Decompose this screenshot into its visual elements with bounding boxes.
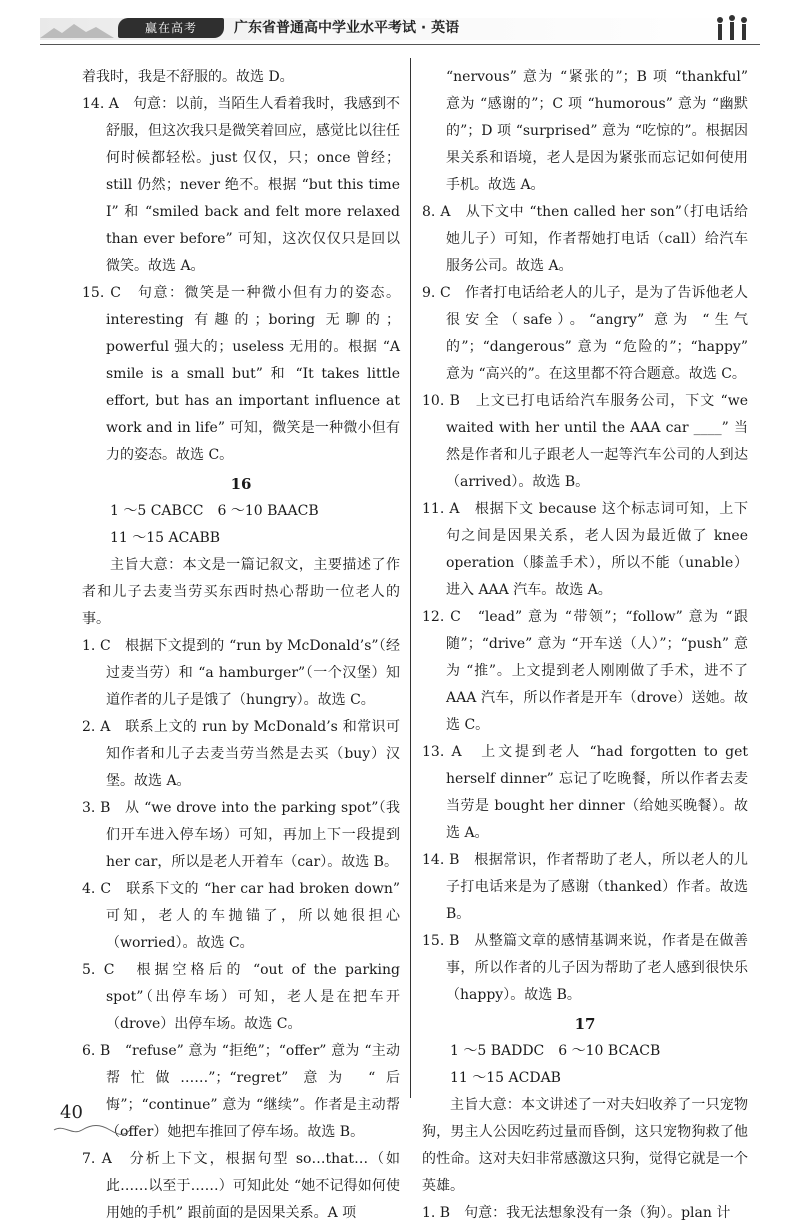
- section-number: 16: [230, 475, 252, 493]
- answer-item: 12. C “lead” 意为 “带领”；“follow” 意为 “跟随”；“drive” 意为 “开车送（人）”；“push” 意为 “推”。上文提到老人刚刚做了手术，进不了 AAA 汽车，所以作者是开车（drove）送她。故选 C。: [422, 609, 748, 733]
- page-number: 40: [60, 1102, 83, 1123]
- column-divider: [410, 58, 411, 1098]
- answer-keys: 1 ～5 CABCC 6 ～10 BAACB: [110, 503, 319, 519]
- flourish-decoration-icon: [52, 1124, 132, 1136]
- answer-item: 10. B 上文已打电话给汽车服务公司，下文 “we waited with her until the AAA car ____” 当然是作者和儿子跟老人一起等汽车公司的人到达（arrived）。故选 B。: [422, 393, 748, 490]
- series-logo: 赢在高考: [118, 18, 224, 38]
- answer-item: 5. C 根据空格后的 “out of the parking spot”（出停车场）可知，老人是在把车开（drove）出停车场。故选 C。: [82, 962, 400, 1032]
- main-idea: 主旨大意：本文讲述了一对夫妇收养了一只宠物狗，男主人公因吃药过量而昏倒，这只宠物狗救了他的性命。这对夫妇非常感激这只狗，觉得它就是一个英雄。: [422, 1097, 748, 1194]
- left-column: [82, 64, 400, 1227]
- answer-keys: 11 ～15 ACDAB: [450, 1070, 561, 1086]
- answer-item: 15. B 从整篇文章的感情基调来说，作者是在做善事，所以作者的儿子因为帮助了老人感到很快乐（happy）。故选 B。: [422, 933, 748, 1003]
- answer-item: 8. A 从下文中 “then called her son”（打电话给她儿子）可知，作者帮她打电话（call）给汽车服务公司。故选 A。: [422, 204, 748, 274]
- answer-item: 2. A 联系上文的 run by McDonald’s 和常识可知作者和儿子去麦当劳当然是去买（buy）汉堡。故选 A。: [82, 719, 400, 789]
- answer-item: 14. A 句意：以前，当陌生人看着我时，我感到不舒服，但这次我只是微笑着回应，感觉比以往任何时候都轻松。just 仅仅，只；once 曾经；still 仍然；never 绝不。根据 “but this time I” 和 “smiled back and felt more relaxed than ever before” 可知，这次仅仅只是回以微笑。故选 A。: [82, 96, 400, 274]
- main-idea: 主旨大意：本文是一篇记叙文，主要描述了作者和儿子去麦当劳买东西时热心帮助一位老人的事。: [82, 557, 400, 627]
- answer-item: 9. C 作者打电话给老人的儿子，是为了告诉他老人很安全（safe）。“angry” 意为 “生气的”；“dangerous” 意为 “危险的”；“happy” 意为 “高兴的”。在这里都不符合题意。故选 C。: [422, 285, 748, 382]
- continued-text: “nervous” 意为 “紧张的”；B 项 “thankful” 意为 “感谢的”；C 项 “humorous” 意为 “幽默的”；D 项 “surprised” 意为 “吃惊的”。根据因果关系和语境，老人是因为紧张而忘记如何使用手机。故选 A。: [446, 69, 748, 193]
- continued-text: 着我时，我是不舒服的。故选 D。: [82, 69, 294, 85]
- answer-item: 15. C 句意：微笑是一种微小但有力的姿态。interesting 有趣的；boring 无聊的；powerful 强大的；useless 无用的。根据 “A smile is a small but” 和 “It takes little effort, but has an important influence at work and in life” 可知，微笑是一种微小但有力的姿态。故选 C。: [82, 285, 400, 463]
- answer-item: 7. A 分析上下文，根据句型 so…that…（如此……以至于……）可知此处 “她不记得如何使用她的手机” 跟前面的是因果关系。A 项: [82, 1151, 400, 1221]
- answer-item: 1. B 句意：我无法想象没有一条（狗）。plan 计: [422, 1205, 731, 1221]
- page-header: [0, 0, 800, 52]
- answer-item: 14. B 根据常识，作者帮助了老人，所以老人的儿子打电话来是为了感谢（thanked）作者。故选 B。: [422, 852, 748, 922]
- answer-item: 11. A 根据下文 because 这个标志词可知，上下句之间是因果关系，老人因为最近做了 knee operation（膝盖手术），所以不能（unable）进入 AAA 汽车。故选 A。: [422, 501, 748, 598]
- answer-item: 6. B “refuse” 意为 “拒绝”；“offer” 意为 “主动帮忙做……”；“regret” 意为 “后悔”；“continue” 意为 “继续”。作者是主动帮（offer）她把车推回了停车场。故选 B。: [82, 1043, 400, 1140]
- header-rule: [40, 44, 760, 45]
- section-number: 17: [574, 1015, 596, 1033]
- answer-item: 1. C 根据下文提到的 “run by McDonald’s”（经过麦当劳）和 “a hamburger”（一个汉堡）知道作者的儿子是饿了（hungry）。故选 C。: [82, 638, 400, 708]
- answer-keys: 11 ～15 ACABB: [110, 530, 221, 546]
- answer-item: 3. B 从 “we drove into the parking spot”（我们开车进入停车场）可知，再加上下一段提到 her car，所以是老人开着车（car）。故选 B。: [82, 800, 400, 870]
- answer-keys: 1 ～5 BADDC 6 ～10 BCACB: [450, 1043, 661, 1059]
- mountain-decoration-icon: [40, 20, 114, 38]
- people-silhouette-icon: [712, 14, 752, 42]
- answer-item: 4. C 联系下文的 “her car had broken down” 可知，老人的车抛锚了，所以她很担心（worried）。故选 C。: [82, 881, 400, 951]
- answer-item: 13. A 上文提到老人 “had forgotten to get herself dinner” 忘记了吃晚餐，所以作者去麦当劳是 bought her dinner（给她买晚餐）。故选 A。: [422, 744, 748, 841]
- header-title: 广东省普通高中学业水平考试 · 英语: [234, 20, 460, 36]
- right-column: [422, 64, 748, 1227]
